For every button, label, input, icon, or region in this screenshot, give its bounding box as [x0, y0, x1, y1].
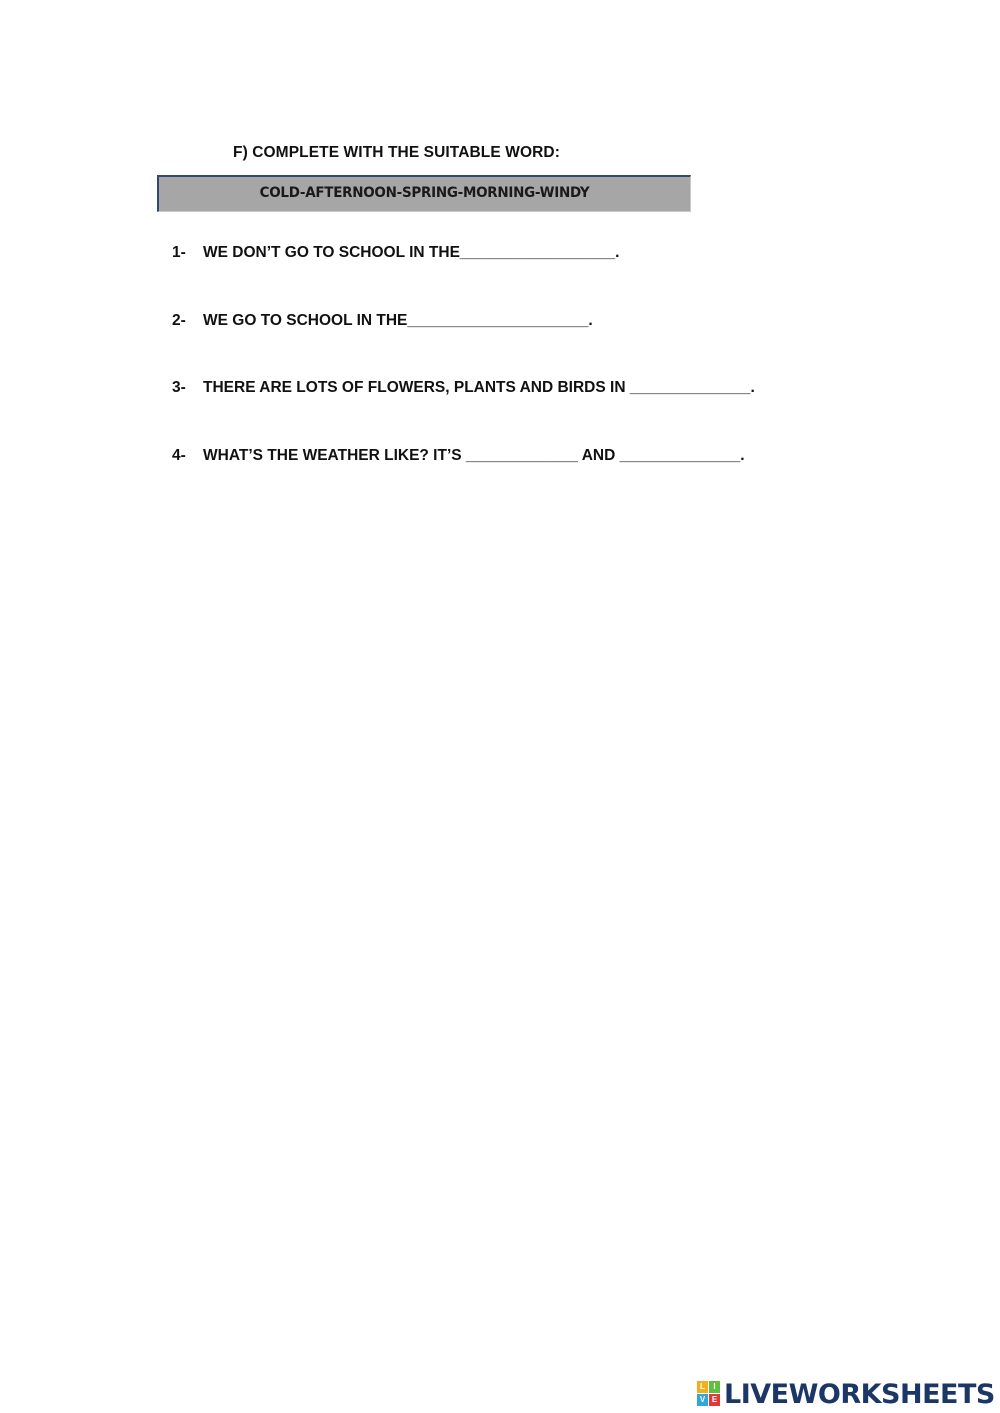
logo-tile: I	[709, 1381, 720, 1393]
liveworksheets-logo-text: LIVEWORKSHEETS	[724, 1378, 995, 1410]
word-bank-box	[157, 175, 691, 212]
question-number: 1-	[172, 244, 186, 261]
question-1	[172, 244, 619, 262]
logo-tile: L	[697, 1381, 708, 1393]
question-text: THERE ARE LOTS OF FLOWERS, PLANTS AND BIRDS IN ______________.	[203, 379, 755, 396]
question-2	[172, 312, 593, 330]
question-text: WE DON’T GO TO SCHOOL IN THE__________________.	[203, 244, 620, 261]
question-text: WE GO TO SCHOOL IN THE_____________________.	[203, 312, 593, 329]
question-number: 3-	[172, 379, 186, 396]
question-3	[172, 379, 755, 397]
question-4	[172, 447, 745, 465]
question-number: 4-	[172, 447, 186, 464]
word-bank-text: COLD-AFTERNOON-SPRING-MORNING-WINDY	[259, 185, 590, 201]
logo-tile: V	[697, 1394, 708, 1406]
logo-tile: E	[709, 1394, 720, 1406]
question-number: 2-	[172, 312, 186, 329]
exercise-instruction: F) COMPLETE WITH THE SUITABLE WORD:	[233, 144, 560, 161]
liveworksheets-logo-icon	[697, 1381, 721, 1407]
liveworksheets-logo	[697, 1379, 995, 1409]
question-text: WHAT’S THE WEATHER LIKE? IT’S _____________ AND ______________.	[203, 447, 745, 464]
